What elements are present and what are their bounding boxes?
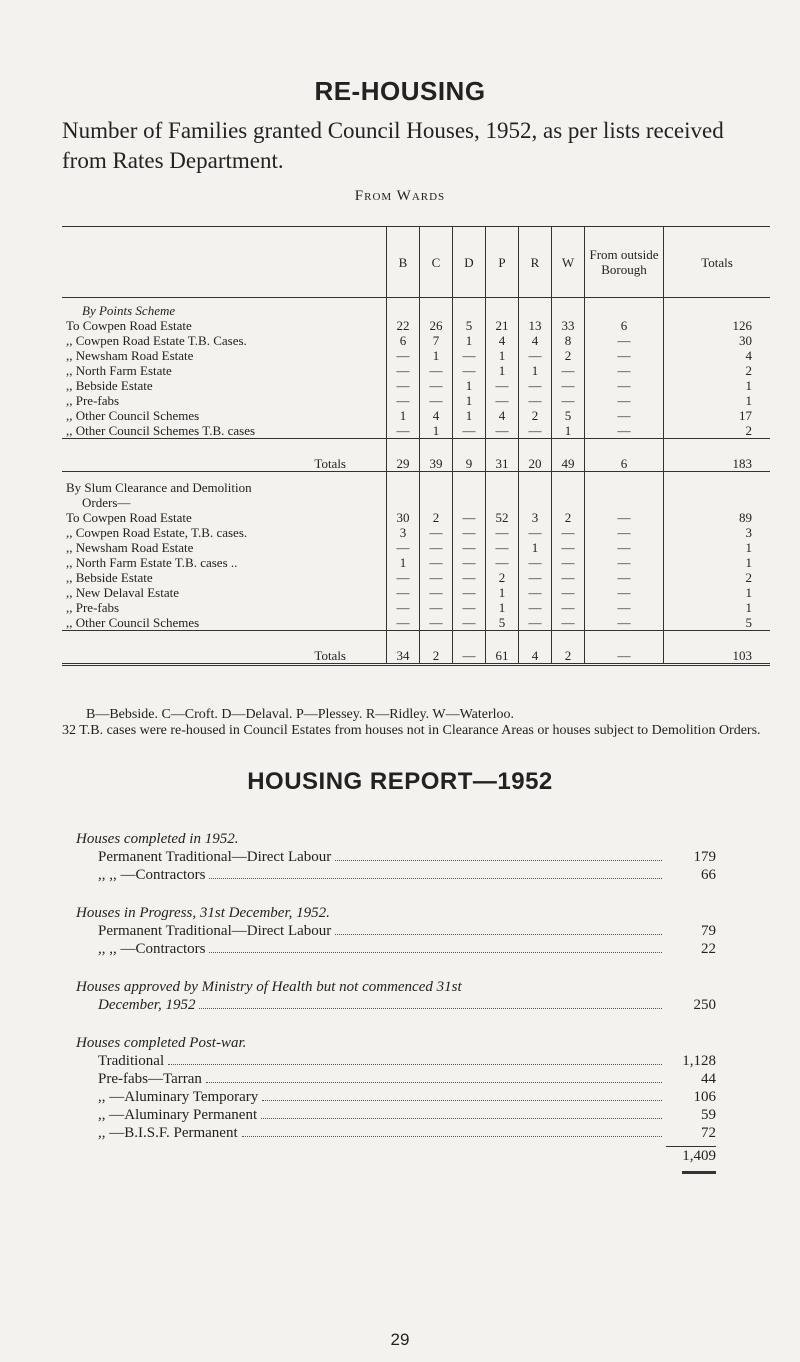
row-value: 33: [552, 318, 585, 333]
row-value: 4: [486, 333, 519, 348]
row-value: —: [552, 540, 585, 555]
row-value: 4: [486, 408, 519, 423]
progress-title: Houses in Progress, 31st December, 1952.: [76, 905, 330, 921]
report-label: Pre-fabs—Tarran: [98, 1071, 202, 1087]
row-value: —: [519, 393, 552, 408]
row-value: 3: [664, 525, 771, 540]
row-value: —: [387, 585, 420, 600]
row-value: —: [453, 570, 486, 585]
table-subtitle: Number of Families granted Council Houses, 1952, as per lists received from Rates Department.: [62, 118, 724, 173]
row-value: 2: [486, 570, 519, 585]
row-value: —: [420, 600, 453, 615]
total-value: —: [453, 631, 486, 665]
row-label: ,, Bebside Estate: [66, 570, 153, 585]
totals-row: [62, 439, 770, 472]
row-value: —: [585, 510, 664, 525]
row-value: —: [387, 615, 420, 631]
totals-label: Totals: [62, 439, 387, 472]
row-value: 4: [420, 408, 453, 423]
col-header: R: [519, 227, 552, 298]
report-row: [98, 1070, 716, 1088]
row-value: —: [453, 585, 486, 600]
col-header: D: [453, 227, 486, 298]
row-value: —: [552, 570, 585, 585]
row-value: —: [552, 600, 585, 615]
totals-row: [62, 631, 770, 665]
row-value: —: [585, 423, 664, 439]
row-value: —: [387, 423, 420, 439]
rehousing-table: [62, 226, 770, 666]
row-value: 4: [664, 348, 771, 363]
row-value: —: [420, 540, 453, 555]
housing-report: [76, 830, 716, 1174]
section-title: By Slum Clearance and Demolition: [66, 480, 252, 495]
table-row: [62, 510, 770, 525]
row-value: 4: [519, 333, 552, 348]
row-value: —: [552, 585, 585, 600]
row-value: 1: [387, 555, 420, 570]
row-value: —: [453, 600, 486, 615]
row-value: 30: [664, 333, 771, 348]
row-value: —: [453, 363, 486, 378]
row-value: —: [585, 363, 664, 378]
row-value: 21: [486, 318, 519, 333]
row-label: ,, Newsham Road Estate: [66, 540, 194, 555]
row-value: 2: [420, 510, 453, 525]
row-value: 1: [420, 423, 453, 439]
section-title: By Points Scheme: [82, 303, 176, 318]
report-row: [98, 848, 716, 866]
row-value: —: [585, 540, 664, 555]
table-row: [62, 378, 770, 393]
col-header: Totals: [664, 227, 771, 298]
postwar-title: Houses completed Post-war.: [76, 1035, 247, 1051]
footnote: [62, 707, 772, 739]
table-row: [62, 540, 770, 555]
row-label: ,, North Farm Estate: [66, 363, 172, 378]
report-value: 179: [693, 849, 716, 865]
row-value: 1: [664, 540, 771, 555]
row-value: 3: [387, 525, 420, 540]
row-value: —: [387, 393, 420, 408]
row-label: ,, Other Council Schemes: [66, 615, 200, 630]
table-row: [62, 615, 770, 631]
row-label: ,, Other Council Schemes: [66, 408, 200, 423]
total-value: 49: [552, 439, 585, 472]
report-value: 72: [701, 1125, 716, 1141]
row-value: 1: [664, 393, 771, 408]
row-label: ,, Other Council Schemes T.B. cases: [66, 423, 256, 438]
row-value: 1: [519, 540, 552, 555]
report-value: 79: [701, 923, 716, 939]
row-value: —: [420, 525, 453, 540]
row-value: —: [519, 585, 552, 600]
from-wards-caption: From Wards: [354, 188, 446, 204]
row-value: 89: [664, 510, 771, 525]
row-value: —: [585, 600, 664, 615]
col-header: From outside Borough: [585, 227, 664, 298]
completed-title: Houses completed in 1952.: [76, 831, 239, 847]
row-value: 1: [519, 363, 552, 378]
row-value: —: [585, 555, 664, 570]
row-value: 2: [664, 570, 771, 585]
row-value: —: [387, 570, 420, 585]
totals-label: Totals: [62, 631, 387, 665]
report-row: [98, 866, 716, 884]
table-row: [62, 348, 770, 363]
row-value: —: [453, 615, 486, 631]
row-value: 2: [552, 348, 585, 363]
row-value: —: [387, 600, 420, 615]
col-header: B: [387, 227, 420, 298]
total-value: 103: [664, 631, 771, 665]
row-value: —: [552, 393, 585, 408]
report-value: 106: [693, 1089, 716, 1105]
row-label: ,, New Delaval Estate: [66, 585, 179, 600]
report-row: [98, 940, 716, 958]
row-value: —: [585, 408, 664, 423]
table-row: [62, 585, 770, 600]
row-value: 3: [519, 510, 552, 525]
report-value: 1,128: [682, 1053, 716, 1069]
page-heading: RE-HOUSING: [314, 76, 486, 106]
row-value: 1: [486, 600, 519, 615]
row-value: 1: [453, 333, 486, 348]
row-value: 1: [486, 585, 519, 600]
row-value: —: [519, 525, 552, 540]
report-label: Permanent Traditional—Direct Labour: [98, 849, 332, 865]
table-row: [62, 393, 770, 408]
total-value: 20: [519, 439, 552, 472]
row-value: 1: [486, 363, 519, 378]
row-value: 1: [552, 423, 585, 439]
row-value: —: [585, 333, 664, 348]
row-value: —: [453, 540, 486, 555]
row-value: 1: [387, 408, 420, 423]
report-label: ,, —Aluminary Permanent: [98, 1107, 258, 1123]
approved-title: Houses approved by Ministry of Health but not commenced 31st: [76, 979, 462, 995]
row-value: —: [519, 570, 552, 585]
row-value: 1: [420, 348, 453, 363]
total-value: 4: [519, 631, 552, 665]
table-row: [62, 600, 770, 615]
row-value: —: [519, 378, 552, 393]
report-row: [98, 1088, 716, 1106]
row-value: —: [585, 570, 664, 585]
row-value: 7: [420, 333, 453, 348]
row-value: 8: [552, 333, 585, 348]
total-underline: [682, 1171, 716, 1174]
row-value: 52: [486, 510, 519, 525]
approved-value: 250: [693, 997, 716, 1013]
row-value: —: [453, 510, 486, 525]
row-value: —: [585, 348, 664, 363]
report-label: ,, ,, —Contractors: [98, 867, 206, 883]
report-label: ,, ,, —Contractors: [98, 941, 206, 957]
section-title-cont: Orders—: [82, 495, 131, 510]
row-value: —: [453, 555, 486, 570]
row-value: —: [519, 615, 552, 631]
report-label: Traditional: [98, 1053, 165, 1069]
row-label: To Cowpen Road Estate: [66, 510, 192, 525]
row-value: —: [420, 393, 453, 408]
row-value: 126: [664, 318, 771, 333]
row-value: —: [486, 540, 519, 555]
row-label: ,, Cowpen Road Estate T.B. Cases.: [66, 333, 247, 348]
row-value: —: [486, 423, 519, 439]
row-value: 1: [664, 555, 771, 570]
row-value: 2: [664, 423, 771, 439]
col-header: W: [552, 227, 585, 298]
report-row: [98, 1124, 716, 1142]
row-value: 6: [387, 333, 420, 348]
report-row: [98, 1052, 716, 1070]
report-label: ,, —Aluminary Temporary: [98, 1089, 259, 1105]
report-value: 44: [701, 1071, 716, 1087]
progress-list: [76, 922, 716, 958]
row-label: ,, Pre-fabs: [66, 600, 120, 615]
total-value: 39: [420, 439, 453, 472]
total-value: 34: [387, 631, 420, 665]
row-value: —: [420, 585, 453, 600]
ward-legend: B—Bebside. C—Croft. D—Delaval. P—Plessey. R—Ridley. W—Waterloo.: [86, 707, 515, 722]
row-value: 1: [664, 378, 771, 393]
total-value: 2: [420, 631, 453, 665]
row-value: —: [519, 348, 552, 363]
table-row: [62, 570, 770, 585]
col-header: C: [420, 227, 453, 298]
completed-list: [76, 848, 716, 884]
row-label: ,, North Farm Estate T.B. cases ..: [66, 555, 238, 570]
total-value: 29: [387, 439, 420, 472]
table-row: [62, 333, 770, 348]
col-header: P: [486, 227, 519, 298]
row-label: ,, Newsham Road Estate: [66, 348, 194, 363]
row-value: —: [486, 525, 519, 540]
tb-note: 32 T.B. cases were re-housed in Council Estates from houses not in Clearance Areas or houses subject to Demolition Orders.: [62, 723, 761, 738]
label-column-header: [62, 227, 387, 298]
report-value: 66: [701, 867, 716, 883]
row-value: —: [387, 363, 420, 378]
report-value: 59: [701, 1107, 716, 1123]
table-row: [62, 363, 770, 378]
row-value: —: [552, 525, 585, 540]
row-label: ,, Pre-fabs: [66, 393, 120, 408]
total-value: 9: [453, 439, 486, 472]
row-value: —: [453, 348, 486, 363]
row-value: 1: [664, 585, 771, 600]
total-value: 6: [585, 439, 664, 472]
section-points-scheme: [62, 298, 770, 472]
row-value: —: [552, 555, 585, 570]
approved-label: December, 1952: [98, 997, 196, 1013]
report-label: Permanent Traditional—Direct Labour: [98, 923, 332, 939]
report-row: [98, 1106, 716, 1124]
row-value: 2: [664, 363, 771, 378]
row-value: —: [486, 393, 519, 408]
row-value: —: [420, 555, 453, 570]
row-value: —: [453, 525, 486, 540]
row-value: 22: [387, 318, 420, 333]
row-value: —: [585, 378, 664, 393]
row-value: 26: [420, 318, 453, 333]
postwar-list: [76, 1052, 716, 1142]
section-slum-clearance: [62, 472, 770, 665]
row-value: 1: [453, 378, 486, 393]
total-value: —: [585, 631, 664, 665]
total-value: 183: [664, 439, 771, 472]
row-value: —: [519, 423, 552, 439]
table-row: [62, 555, 770, 570]
row-value: —: [486, 378, 519, 393]
row-value: —: [552, 378, 585, 393]
row-value: —: [552, 615, 585, 631]
row-value: 17: [664, 408, 771, 423]
row-value: 1: [453, 408, 486, 423]
table-row: [62, 423, 770, 439]
row-value: —: [585, 615, 664, 631]
table-row: [62, 525, 770, 540]
housing-report-heading: HOUSING REPORT—1952: [247, 768, 553, 795]
table-header-row: [62, 227, 770, 298]
row-value: —: [420, 363, 453, 378]
total-value: 61: [486, 631, 519, 665]
report-label: ,, —B.I.S.F. Permanent: [98, 1125, 238, 1141]
row-value: —: [486, 555, 519, 570]
row-value: 5: [552, 408, 585, 423]
row-value: 2: [519, 408, 552, 423]
row-value: —: [387, 540, 420, 555]
row-label: ,, Cowpen Road Estate, T.B. cases.: [66, 525, 248, 540]
row-value: —: [552, 363, 585, 378]
row-value: —: [585, 393, 664, 408]
row-value: —: [420, 378, 453, 393]
table-row: [62, 408, 770, 423]
row-value: —: [387, 348, 420, 363]
row-value: 1: [453, 393, 486, 408]
page-number: 29: [390, 1330, 410, 1349]
row-value: —: [453, 423, 486, 439]
report-row: [98, 922, 716, 940]
report-value: 22: [701, 941, 716, 957]
row-value: 5: [453, 318, 486, 333]
total-value: 2: [552, 631, 585, 665]
row-label: To Cowpen Road Estate: [66, 318, 192, 333]
row-value: —: [519, 600, 552, 615]
total-value: 31: [486, 439, 519, 472]
row-value: 30: [387, 510, 420, 525]
row-value: —: [420, 615, 453, 631]
row-value: 1: [664, 600, 771, 615]
row-value: —: [420, 570, 453, 585]
row-value: 2: [552, 510, 585, 525]
row-value: 1: [486, 348, 519, 363]
row-value: 5: [664, 615, 771, 631]
row-value: 13: [519, 318, 552, 333]
row-value: —: [387, 378, 420, 393]
table-row: [62, 318, 770, 333]
row-value: 5: [486, 615, 519, 631]
row-value: —: [585, 525, 664, 540]
row-value: —: [519, 555, 552, 570]
row-label: ,, Bebside Estate: [66, 378, 153, 393]
row-value: —: [585, 585, 664, 600]
postwar-total: 1,409: [682, 1148, 716, 1164]
row-value: 6: [585, 318, 664, 333]
approved-row: [76, 996, 716, 1014]
